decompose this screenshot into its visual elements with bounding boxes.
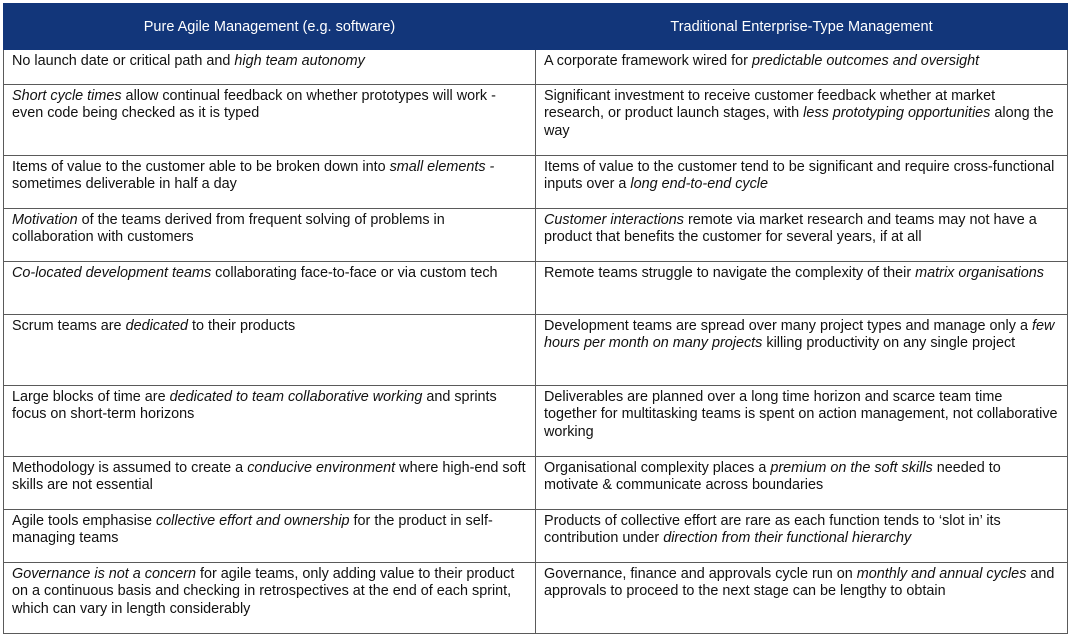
emphasis-text: dedicated to team collaborative working: [169, 389, 423, 405]
cell-text: Remote teams struggle to navigate the complexity of their: [544, 265, 916, 281]
comparison-table: [3, 3, 1068, 634]
table-row: [4, 156, 1068, 209]
cell-text: along the way: [544, 105, 1054, 139]
emphasis-text: Short cycle times: [12, 88, 122, 104]
emphasis-text: less prototyping opportunities: [803, 105, 991, 122]
traditional-cell: [536, 50, 1068, 85]
emphasis-text: Customer interactions: [544, 212, 684, 228]
emphasis-text: small elements -: [389, 159, 495, 175]
cell-text: to their products: [187, 318, 296, 334]
traditional-cell: [536, 262, 1068, 315]
emphasis-text: predictable outcomes and oversight: [751, 53, 980, 69]
agile-cell: [4, 563, 536, 634]
traditional-cell: [536, 315, 1068, 386]
emphasis-text: Co-located development teams: [12, 265, 212, 281]
emphasis-text: collective effort and ownership: [155, 513, 350, 529]
emphasis-text: conducive environment: [247, 460, 396, 476]
cell-text: Methodology is assumed to create a: [12, 460, 248, 476]
cell-text: for the product in self-managing teams: [12, 513, 493, 547]
traditional-cell: [536, 457, 1068, 510]
agile-cell: [4, 50, 536, 85]
agile-cell: [4, 510, 536, 563]
cell-text: where high-end soft skills are not essential: [12, 460, 526, 494]
table-row: [4, 315, 1068, 386]
table-row: [4, 386, 1068, 457]
cell-text: Large blocks of time are: [12, 389, 170, 405]
agile-cell: [4, 262, 536, 315]
cell-text: of the teams derived from frequent solving of problems in collaboration with customers: [12, 212, 445, 246]
header-agile: Pure Agile Management (e.g. software): [4, 4, 536, 50]
cell-text: Scrum teams are: [12, 318, 126, 334]
agile-cell: [4, 457, 536, 510]
table-row: [4, 457, 1068, 510]
emphasis-text: monthly and annual cycles: [856, 566, 1027, 582]
table-row: [4, 85, 1068, 156]
traditional-cell: [536, 563, 1068, 634]
cell-text: collaborating face-to-face or via custom tech: [211, 265, 498, 281]
cell-text: allow continual feedback on whether prototypes will work - even code being checked as it is typed: [12, 88, 496, 122]
cell-text: Organisational complexity places a: [544, 460, 771, 476]
cell-text: Deliverables are planned over a long time horizon and scarce team time together for multitasking teams is spent on action management, not collaborative working: [544, 389, 1058, 440]
emphasis-text: dedicated: [125, 318, 188, 334]
cell-text: for agile teams, only adding value to their product on a continuous basis and checking in retrospectives at the end of each sprint, which can vary in length considerably: [12, 566, 515, 617]
header-row: [4, 4, 1068, 50]
cell-text: No launch date or critical path and: [12, 53, 235, 69]
traditional-cell: [536, 510, 1068, 563]
emphasis-text: Motivation: [12, 212, 78, 228]
traditional-cell: [536, 85, 1068, 156]
cell-text: remote via market research and teams may not have a product that benefits the customer for several years, if at all: [544, 212, 1037, 246]
emphasis-text: premium on the soft skills: [770, 460, 933, 476]
agile-cell: [4, 315, 536, 386]
emphasis-text: matrix organisations: [915, 265, 1044, 281]
cell-text: Items of value to the customer tend to be significant and require cross-functional inputs over a: [544, 159, 1055, 193]
cell-text: A corporate framework wired for: [544, 53, 752, 69]
traditional-cell: [536, 156, 1068, 209]
cell-text: Development teams are spread over many project types and manage only a: [544, 318, 1032, 334]
cell-text: killing productivity on any single project: [762, 335, 1016, 352]
cell-text: sometimes deliverable in half a day: [12, 176, 237, 193]
table-row: [4, 510, 1068, 563]
emphasis-text: Governance is not a concern: [12, 566, 196, 582]
table-row: [4, 50, 1068, 85]
table-row: [4, 262, 1068, 315]
agile-cell: [4, 209, 536, 262]
cell-text: Items of value to the customer able to be broken down into: [12, 159, 390, 175]
agile-cell: [4, 85, 536, 156]
header-traditional: Traditional Enterprise-Type Management: [536, 4, 1068, 50]
cell-text: Products of collective effort are rare as each function tends to ‘slot in’ its contribution under: [544, 513, 1001, 547]
table-row: [4, 563, 1068, 634]
emphasis-text: few hours per month on many projects: [544, 318, 1055, 352]
cell-text: Agile tools emphasise: [12, 513, 156, 529]
cell-text: Governance, finance and approvals cycle run on: [544, 566, 857, 582]
agile-cell: [4, 386, 536, 457]
cell-text: and sprints focus on short-term horizons: [12, 389, 497, 423]
traditional-cell: [536, 386, 1068, 457]
cell-text: and approvals to proceed to the next stage can be lengthy to obtain: [544, 566, 1055, 600]
emphasis-text: long end-to-end cycle: [630, 176, 769, 193]
table-row: [4, 209, 1068, 262]
cell-text: needed to motivate & communicate across boundaries: [544, 460, 1001, 494]
emphasis-text: high team autonomy: [234, 53, 365, 69]
cell-text: Significant investment to receive customer feedback whether at market research, or product launch stages, with: [544, 88, 996, 122]
emphasis-text: direction from their functional hierarchy: [663, 530, 912, 547]
agile-cell: [4, 156, 536, 209]
traditional-cell: [536, 209, 1068, 262]
